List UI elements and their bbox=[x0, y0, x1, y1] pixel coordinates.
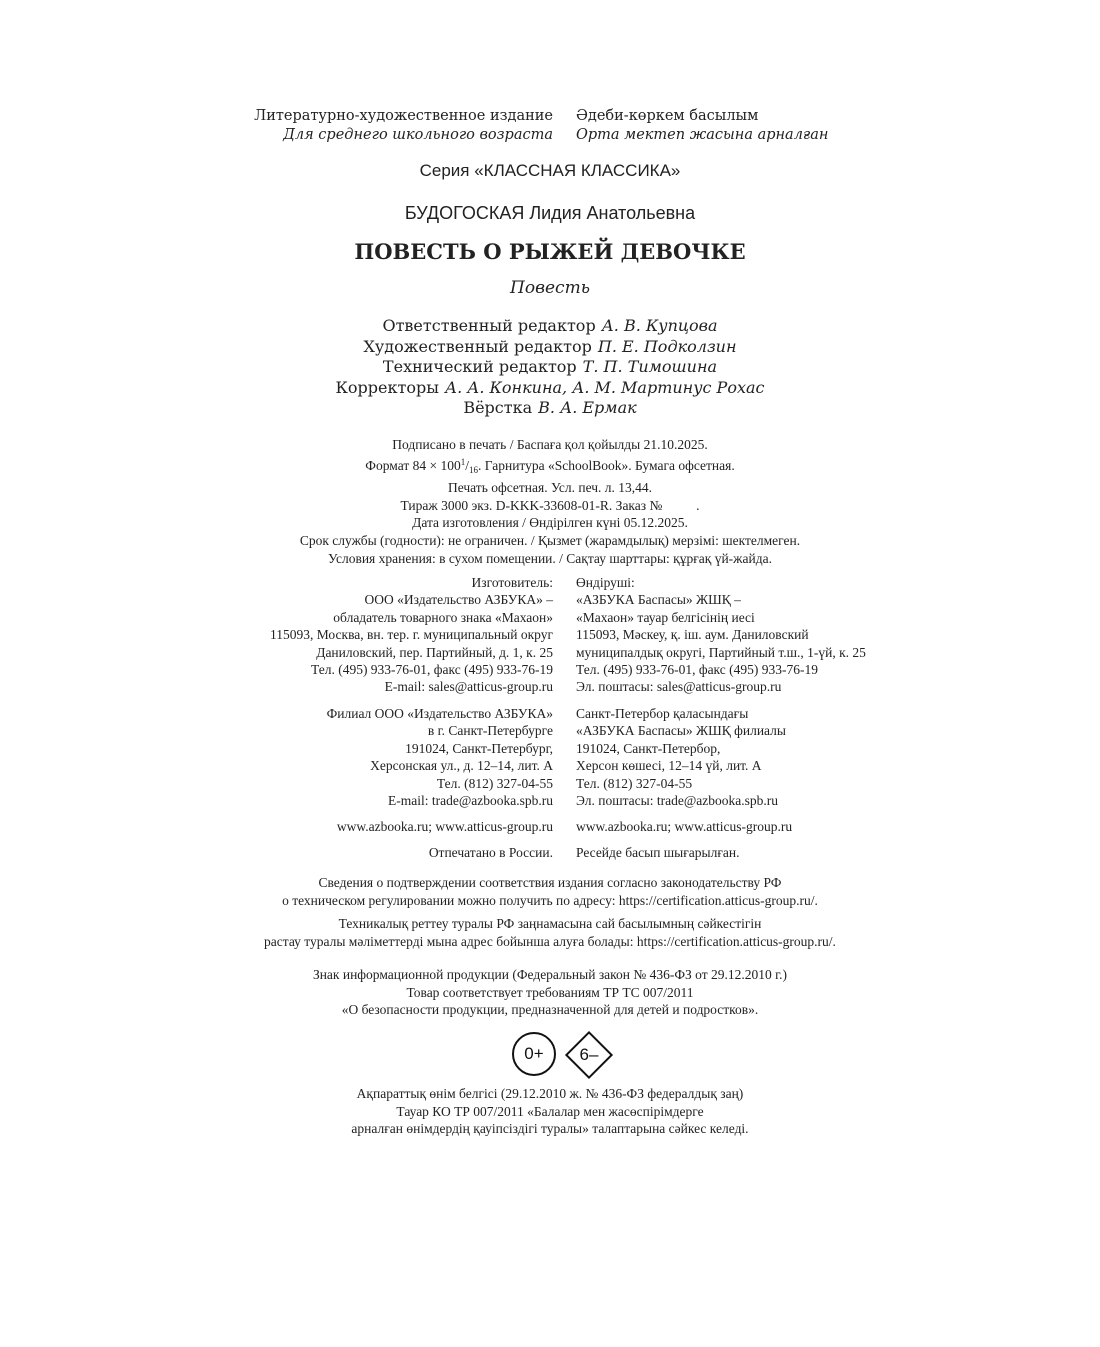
age-rating-badges bbox=[512, 1030, 622, 1080]
producer-line: «Махаон» тауар белгісінің иесі bbox=[576, 609, 755, 625]
branch-line: Херсон көшесі, 12–14 үй, лит. А bbox=[576, 758, 762, 774]
certification-kz-line: Техникалық реттеу туралы РФ заңнамасына сай басылымның сәйкестігін bbox=[338, 916, 762, 931]
print-info-block bbox=[0, 436, 1100, 567]
info-product-kz-line: арналған өнімдердің қауіпсіздігі туралы» талаптарына сәйкес келеді. bbox=[351, 1121, 749, 1136]
format-sub: 16 bbox=[469, 464, 479, 475]
credit-name: В. А. Ермак bbox=[538, 398, 637, 417]
credit-role: Технический редактор bbox=[382, 357, 577, 376]
branch-line: Филиал ООО «Издательство АЗБУКА» bbox=[326, 706, 553, 721]
circulation: Тираж 3000 экз. D-KKK-33608-01-R. Заказ № . bbox=[400, 497, 700, 513]
book-title: ПОВЕСТЬ О РЫЖЕЙ ДЕВОЧКЕ bbox=[354, 239, 746, 264]
manufacture-date: Дата изготовления / Өндірілген күні 05.12.2025. bbox=[412, 515, 688, 531]
age-rating-diamond-label: 6– bbox=[579, 1045, 599, 1064]
websites-ru: www.azbooka.ru; www.atticus-group.ru bbox=[336, 819, 553, 834]
edition-type-kz: Әдеби-көркем басылым bbox=[576, 108, 759, 124]
branch-line: 191024, Санкт-Петербург, bbox=[405, 740, 553, 756]
format-line bbox=[0, 454, 1100, 480]
print-type: Печать офсетная. Усл. печ. л. 13,44. bbox=[447, 480, 653, 496]
format-prefix: Формат 84 × 100 bbox=[365, 457, 461, 473]
author-name: БУДОГОСКАЯ Лидия Анатольевна bbox=[404, 203, 696, 223]
credit-name: Т. П. Тимошина bbox=[582, 357, 718, 376]
producer-line: Тел. (495) 933-76-01, факс (495) 933-76-19 bbox=[310, 662, 553, 678]
producer-line: обладатель товарного знака «Махаон» bbox=[333, 609, 553, 625]
credits-block bbox=[0, 316, 1100, 419]
branch-line: Херсонская ул., д. 12–14, лит. А bbox=[370, 758, 553, 774]
credit-role: Художественный редактор bbox=[363, 336, 592, 356]
signed-date: Подписано в печать / Баспаға қол қойылды 21.10.2025. bbox=[392, 437, 708, 452]
producer-ru bbox=[270, 574, 553, 696]
credit-row bbox=[0, 316, 1100, 337]
producer-kz bbox=[576, 574, 866, 696]
certification-ru-line: Сведения о подтверждении соответствия издания согласно законодательству РФ bbox=[318, 875, 782, 890]
printed-in-kz: Ресейде басып шығарылған. bbox=[576, 845, 740, 860]
format-sup: 1 bbox=[460, 456, 466, 467]
producer-email: Эл. поштасы: sales@atticus-group.ru bbox=[576, 679, 782, 695]
edition-header-kz bbox=[576, 107, 828, 145]
info-product-kz bbox=[0, 1085, 1100, 1138]
info-product-kz-line: Ақпараттық өнім белгісі (29.12.2010 ж. № 436-ФЗ федералдық заң) bbox=[356, 1086, 744, 1101]
format-suffix: . Гарнитура «SchoolBook». Бумага офсетная. bbox=[478, 457, 735, 473]
certification-ru bbox=[0, 874, 1100, 909]
branch-ru bbox=[327, 705, 553, 809]
credit-role: Корректоры bbox=[335, 377, 439, 397]
credit-role: Вёрстка bbox=[463, 398, 533, 417]
certification-kz-line: растау туралы мәліметтерді мына адрес бойынша алуға болады: https://certification.atticus-group.ru/. bbox=[264, 933, 836, 949]
branch-email: Эл. поштасы: trade@azbooka.spb.ru bbox=[576, 793, 778, 809]
branch-line: Санкт-Петербор қаласындағы bbox=[576, 706, 749, 721]
producer-line: 115093, Москва, вн. тер. г. муниципальный округ bbox=[270, 627, 553, 643]
format-slash: / bbox=[465, 457, 470, 473]
credit-row bbox=[0, 337, 1100, 358]
storage-conditions: Условия хранения: в сухом помещении. / Сақтау шарттары: құрғақ үй-жайда. bbox=[328, 550, 772, 566]
producer-line: Даниловский, пер. Партийный, д. 1, к. 25 bbox=[316, 644, 553, 660]
info-product-ru-line: «О безопасности продукции, предназначенной для детей и подростков». bbox=[341, 1002, 759, 1017]
branch-email: E-mail: trade@azbooka.spb.ru bbox=[388, 793, 553, 809]
credit-name: А. А. Конкина, А. М. Мартинус Рохас bbox=[444, 377, 765, 397]
age-group-ru: Для среднего школьного возраста bbox=[283, 127, 553, 143]
age-rating-6minus-diamond-icon bbox=[564, 1030, 614, 1080]
branch-line: Тел. (812) 327-04-55 bbox=[436, 775, 553, 791]
certification-ru-line: о техническом регулировании можно получить по адресу: https://certification.atticus-group.ru/. bbox=[282, 892, 818, 908]
producer-line: Өндіруші: bbox=[576, 575, 635, 590]
credit-name: П. Е. Подколзин bbox=[597, 336, 737, 356]
edition-type-ru: Литературно-художественное издание bbox=[254, 108, 553, 124]
credit-row bbox=[0, 398, 1100, 419]
credit-row bbox=[0, 357, 1100, 378]
websites-kz: www.azbooka.ru; www.atticus-group.ru bbox=[576, 819, 793, 834]
printed-in-ru: Отпечатано в России. bbox=[428, 845, 553, 860]
service-life: Срок службы (годности): не ограничен. / Қызмет (жарамдылық) мерзімі: шектелмеген. bbox=[299, 532, 801, 548]
branch-line: «АЗБУКА Баспасы» ЖШҚ филиалы bbox=[576, 723, 786, 739]
producer-line: 115093, Мәскеу, қ. іш. аум. Даниловский bbox=[576, 627, 809, 643]
branch-line: в г. Санкт-Петербурге bbox=[427, 723, 553, 739]
book-genre: Повесть bbox=[510, 278, 590, 298]
info-product-ru-line: Товар соответствует требованиям ТР ТС 007/2011 bbox=[406, 984, 694, 1000]
producer-email: E-mail: sales@atticus-group.ru bbox=[384, 679, 553, 695]
info-product-ru bbox=[0, 966, 1100, 1019]
credit-row bbox=[0, 378, 1100, 399]
branch-line: 191024, Санкт-Петербор, bbox=[576, 740, 721, 756]
producer-line: Изготовитель: bbox=[471, 575, 553, 590]
info-product-ru-line: Знак информационной продукции (Федеральный закон № 436-ФЗ от 29.12.2010 г.) bbox=[312, 967, 788, 982]
info-product-kz-line: Тауар КО ТР 007/2011 «Балалар мен жасөспірімдерге bbox=[396, 1103, 704, 1119]
series-name: Серия «КЛАССНАЯ КЛАССИКА» bbox=[419, 161, 681, 180]
credit-role: Ответственный редактор bbox=[382, 316, 596, 335]
age-rating-0plus-circle-icon bbox=[512, 1032, 556, 1076]
age-rating-circle-label: 0+ bbox=[524, 1044, 544, 1063]
branch-kz bbox=[576, 705, 786, 809]
producer-line: ООО «Издательство АЗБУКА» – bbox=[364, 592, 553, 608]
age-group-kz: Орта мектеп жасына арналған bbox=[576, 127, 829, 143]
branch-line: Тел. (812) 327-04-55 bbox=[576, 775, 693, 791]
producer-line: «АЗБУКА Баспасы» ЖШҚ – bbox=[576, 592, 741, 608]
producer-line: Тел. (495) 933-76-01, факс (495) 933-76-19 bbox=[576, 662, 819, 678]
edition-header-ru bbox=[254, 107, 553, 145]
producer-line: муниципалдық округі, Партийный т.ш., 1-үй, к. 25 bbox=[576, 644, 866, 660]
certification-kz bbox=[0, 915, 1100, 950]
credit-name: А. В. Купцова bbox=[601, 316, 718, 335]
